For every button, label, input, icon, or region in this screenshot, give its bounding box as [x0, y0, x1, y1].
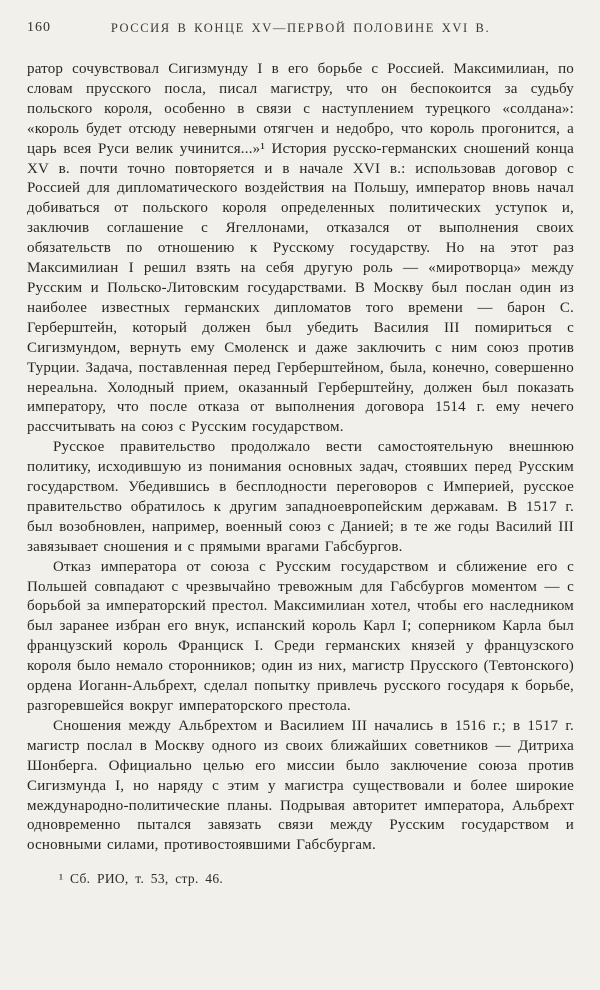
page-header: [27, 18, 574, 40]
page-number: 160: [27, 20, 51, 35]
paragraph: ратор сочувствовал Сигизмунду I в его борьбе с Россией. Максимилиан, по словам прусского посла, писал магистру, что он беспокоится за судьбу польского короля, особенно в связи с наступлением турецкого «солдана»: «король будет отсюду неверными отягчен и недобро, что король прогонится, а царь всея Руси велик учинится...»¹ История русско-германских сношений конца XV в. почти точно повторяется и в начале XVI в.: использовав договор с Россией для дипломатического воздействия на Польшу, император вновь начал добиваться от польского короля определенных политических уступок и, заключив соглашение с Ягеллонами, отказался от выполнения своих обязательств по отношению к Русскому государству. Но на этот раз Максимилиан I решил взять на себя другую роль — «миротворца» между Русским и Польско-Литовским государствами. В Москву был послан один из наиболее известных германских дипломатов того времени — барон С. Герберштейн, который должен был убедить Василия III помириться с Сигизмундом, вернуть ему Смоленск и даже заключить с ним союз против Турции. Задача, поставленная перед Герберштейном, была, конечно, совершенно нереальна. Холодный прием, оказанный Герберштейну, должен был показать императору, что после отказа от выполнения договора 1514 г. ему нечего рассчитывать на союз с Русским государством.: [27, 61, 574, 436]
paragraph: Отказ императора от союза с Русским государством и сближение его с Польшей совпадают с чрезвычайно тревожным для Габсбургов моментом — с борьбой за императорский престол. Максимилиан хотел, чтобы его наследником был заранее избран его внук, испанский король Карл I; соперником Карла был французский король Франциск I. Среди германских князей у французского короля было немало сторонников; один из них, магистр Прусского (Тевтонского) ордена Иоганн-Альбрехт, сделал попытку привлечь русского государя к борьбе, разгоревшейся вокруг императорского престола.: [27, 558, 574, 714]
running-head: РОССИЯ В КОНЦЕ XV—ПЕРВОЙ ПОЛОВИНЕ XVI В.: [110, 21, 491, 35]
paragraph: Русское правительство продолжало вести самостоятельную внешнюю политику, исходившую из понимания основных задач, стоявших перед Русским государством. Убедившись в бесплодности переговоров с Империей, русское правительство обратилось к другим западноевропейским державам. В 1517 г. был возобновлен, например, военный союз с Данией; в те же годы Василий III завязывает сношения и с прямыми врагами Габсбургов.: [27, 439, 574, 555]
paragraph: Сношения между Альбрехтом и Василием III начались в 1516 г.; в 1517 г. магистр послал в Москву одного из своих ближайших советников — Дитриха Шонберга. Официально целью его миссии было заключение союза против Сигизмунда I, но наряду с этим у магистра существовали и более широкие международно-политические планы. Подрывая авторитет императора, Альбрехт одновременно пытался завязать связи между Русским государством и основными силами, противостоявшими Габсбургам.: [27, 717, 574, 854]
page-body: [27, 60, 574, 856]
footnote: ¹ Сб. РИО, т. 53, стр. 46.: [59, 871, 224, 887]
